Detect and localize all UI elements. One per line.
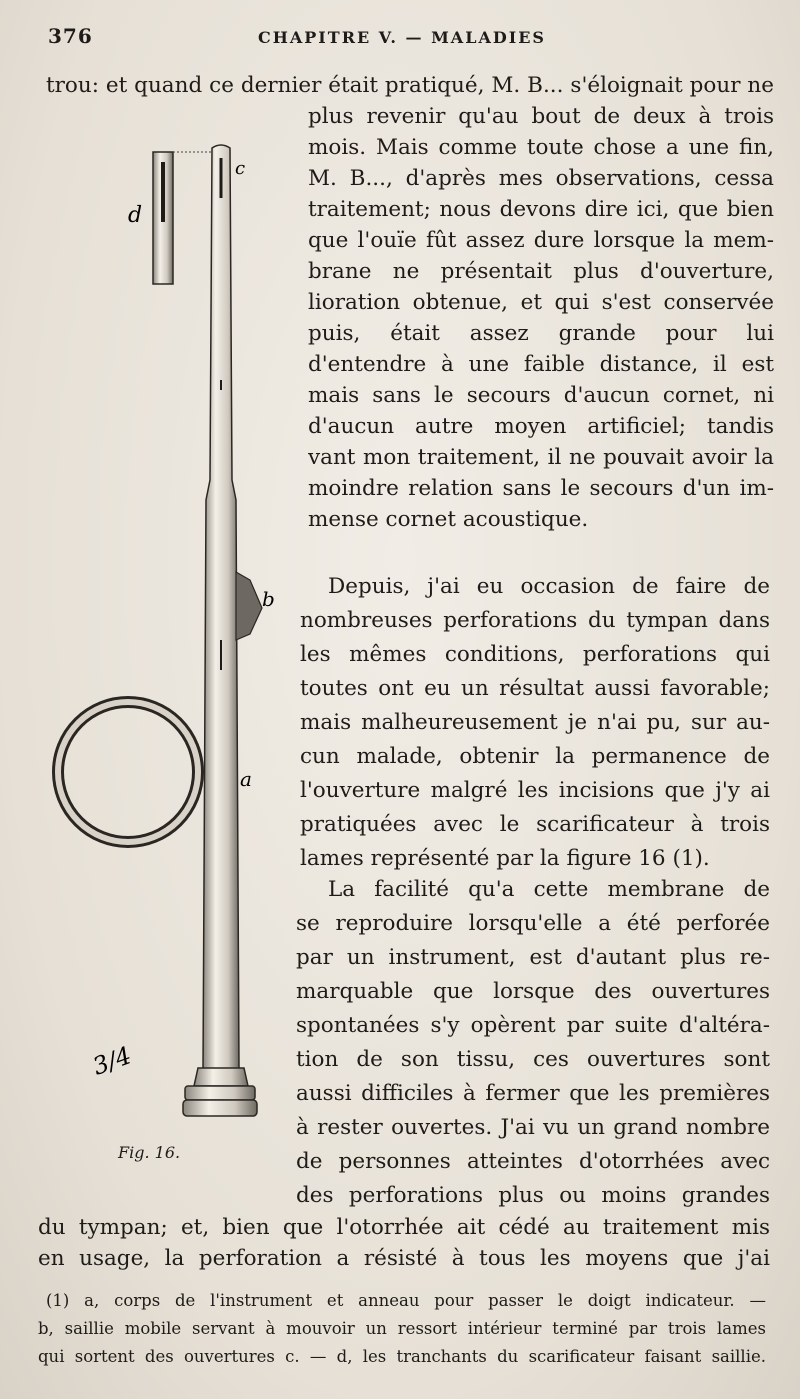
body-line: Depuis, j'ai eu occasion de faire de (328, 574, 770, 599)
body-line: de personnes atteintes d'otorrhées avec (296, 1149, 770, 1174)
body-line: La facilité qu'a cette membrane de (328, 877, 770, 902)
body-line: mais sans le secours d'aucun cornet, ni (308, 383, 774, 408)
body-line: cun malade, obtenir la permanence de (300, 744, 770, 769)
body-line: en usage, la perforation a résisté à tous les moyens que j'ai (38, 1246, 770, 1271)
body-line: trou: et quand ce dernier était pratiqué, M. B... s'éloignait pour ne (46, 73, 774, 98)
body-line: lames représenté par la figure 16 (1). (300, 846, 710, 871)
body-line: lioration obtenue, et qui s'est conservée (308, 290, 774, 315)
body-line: M. B..., d'après mes observations, cessa (308, 166, 774, 191)
body-line: plus revenir qu'au bout de deux à trois (308, 104, 774, 129)
running-header (48, 24, 772, 54)
footnote-line: b, saillie mobile servant à mouvoir un ressort intérieur terminé par trois lames (38, 1319, 766, 1338)
body-line: d'entendre à une faible distance, il est (308, 352, 774, 377)
body-line: brane ne présentait plus d'ouverture, (308, 259, 774, 284)
body-line: puis, était assez grande pour lui (308, 321, 774, 346)
scale-label: 3/4 (89, 1041, 136, 1081)
running-title: CHAPITRE V. — MALADIES (258, 28, 546, 47)
body-line: tion de son tissu, ces ouvertures sont (296, 1047, 770, 1072)
body-line: mois. Mais comme toute chose a une fin, (308, 135, 774, 160)
instrument-shaft-icon (203, 145, 239, 1070)
blade-piece-icon (153, 152, 212, 284)
scarificateur-figure (40, 140, 280, 1140)
label-c: c (235, 158, 246, 179)
body-line: traitement; nous devons dire ici, que bien (308, 197, 774, 222)
instrument-base-icon (183, 1068, 257, 1116)
body-line: mais malheureusement je n'ai pu, sur au- (300, 710, 770, 735)
body-line: toutes ont eu un résultat aussi favorable; (300, 676, 770, 701)
slider-icon (236, 572, 262, 640)
body-line: l'ouverture malgré les incisions que j'y ai (300, 778, 770, 803)
page-number: 376 (48, 24, 93, 48)
body-line: moindre relation sans le secours d'un im- (308, 476, 774, 501)
body-line: des perforations plus ou moins grandes (296, 1183, 770, 1208)
body-line: aussi difficiles à fermer que les premières (296, 1081, 770, 1106)
label-a: a (240, 767, 252, 791)
body-line: mense cornet acoustique. (308, 507, 589, 532)
footnote-line: (1) a, corps de l'instrument et anneau pour passer le doigt indicateur. — (46, 1291, 766, 1310)
footnote-line: qui sortent des ouvertures c. — d, les tranchants du scarificateur faisant saillie. (38, 1347, 766, 1366)
body-line: les mêmes conditions, perforations qui (300, 642, 770, 667)
label-b: b (262, 587, 275, 611)
body-line: du tympan; et, bien que l'otorrhée ait cédé au traitement mis (38, 1215, 770, 1240)
figure-caption: Fig. 16. (118, 1143, 181, 1162)
body-line: par un instrument, est d'autant plus re- (296, 945, 770, 970)
body-line: marquable que lorsque des ouvertures (296, 979, 770, 1004)
body-line: vant mon traitement, il ne pouvait avoir la (308, 445, 774, 470)
body-line: pratiquées avec le scarificateur à trois (300, 812, 770, 837)
body-line: à rester ouvertes. J'ai vu un grand nombre (296, 1115, 770, 1140)
body-line: se reproduire lorsqu'elle a été perforée (296, 911, 770, 936)
label-d: d (128, 203, 143, 228)
body-line: nombreuses perforations du tympan dans (300, 608, 770, 633)
body-line: spontanées s'y opèrent par suite d'altéra- (296, 1013, 770, 1038)
body-line: que l'ouïe fût assez dure lorsque la mem- (308, 228, 774, 253)
body-line: d'aucun autre moyen artificiel; tandis (308, 414, 774, 439)
